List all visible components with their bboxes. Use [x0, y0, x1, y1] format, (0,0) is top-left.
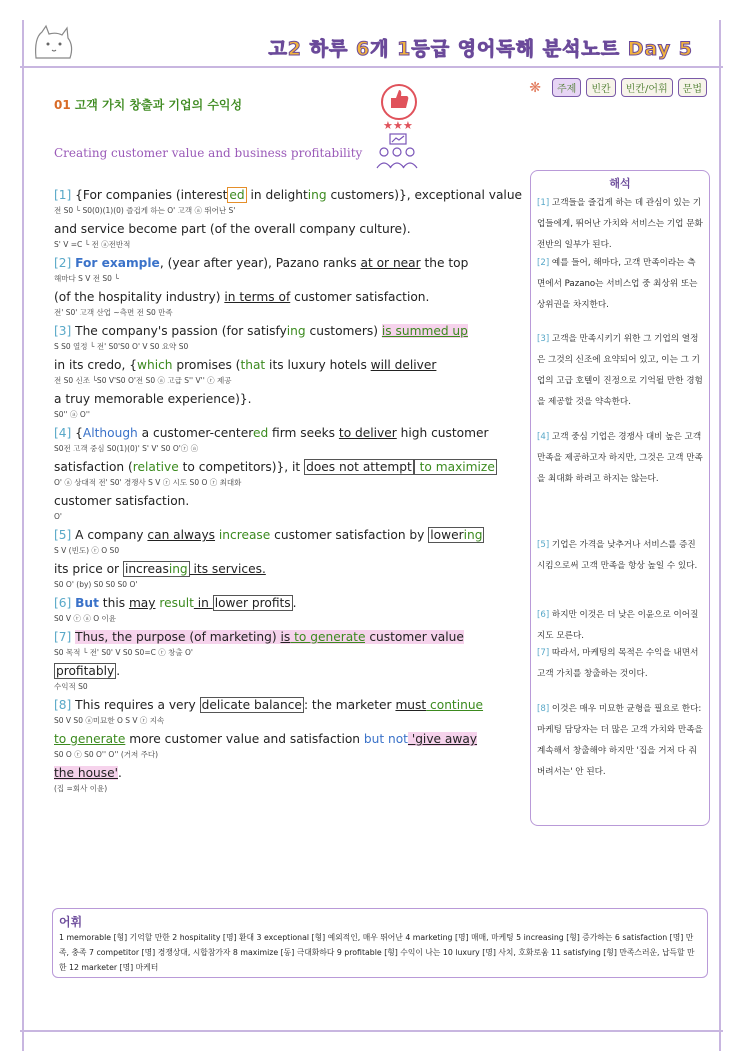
- cat-mascot-icon: [30, 24, 80, 64]
- sentence-3-line-1: [3] The company's passion (for satisfying customers) is summed up: [54, 324, 468, 338]
- thumbs-up-rating-icon: [374, 82, 424, 132]
- sentence-5-line-2: its price or increasing its services.: [54, 562, 266, 576]
- tag-bar: [529, 78, 707, 97]
- gloss: S V (빈도) ⓡ O S0: [54, 546, 120, 555]
- svg-text:★: ★: [393, 119, 403, 132]
- gloss: S0 O' (by) S0 S0 S0 O': [54, 580, 138, 589]
- sentence-5-line-1: [5] A company can always increase customer satisfaction by lowering: [54, 528, 483, 542]
- translation-item: [5] 기업은 가격을 낮추거나 서비스를 증진시킴으로써 고객 만족을 항상 높일 수 있다.: [537, 540, 698, 571]
- gloss: S0 V ⓡ ⓐ O 이윤: [54, 614, 116, 623]
- translation-item: [3] 고객을 만족시키기 위한 그 기업의 열정은 그것의 신조에 요약되어 있고, 이는 그 기업의 고급 호텔이 진정으로 기억될 만한 경험을 제공할 것을 약속한다.: [537, 334, 703, 407]
- sentence-1-line-1: [1] {For companies (interest ed in delighting customers)}, exceptional value: [54, 188, 523, 202]
- footer-rule: [20, 1030, 723, 1032]
- sentence-8-line-2: to generate more customer value and satisfaction but not 'give away: [54, 732, 478, 746]
- translation-item: [1] 고객들을 즐겁게 하는 데 관심이 있는 기업들에게, 뛰어난 가치와 서비스는 기업 문화 전반의 일부가 된다.: [537, 198, 703, 250]
- gloss: S0전 고객 중심 S0(1)(0)' S' V' S0 O'ⓡ ⓐ: [54, 444, 199, 453]
- gloss: S0 V S0 ⓐ미묘한 O S V ⓡ 지속: [54, 716, 165, 725]
- translation-item: [8] 이것은 매우 미묘한 균형을 필요로 한다: 마케팅 담당자는 더 많은 고객 가치와 만족을 계속해서 창출해야 하지만 '집을 거저 다 줘버려서는' 안 된다.: [537, 704, 703, 777]
- gloss: O': [54, 512, 62, 521]
- tag-topic: 주제: [552, 78, 581, 97]
- sentence-7-line-1: [7] Thus, the purpose (of marketing) is to generate customer value: [54, 630, 464, 644]
- tag-blank-vocab: 빈칸/어휘: [621, 78, 673, 97]
- page-title: 고2 하루 6개 1등급 영어독해 분석노트 Day 5: [268, 38, 693, 60]
- translation-heading: 해석: [609, 177, 631, 190]
- sentence-4-line-1: [4] {Although a customer-centered firm seeks to deliver high customer: [54, 426, 489, 440]
- gloss: O' ⓐ 상대적 전' S0' 경쟁사 S V ⓡ 시도 S0 O ⓡ 최대화: [54, 478, 242, 487]
- gloss: 수익적 S0: [54, 682, 88, 691]
- translation-panel: [530, 170, 710, 826]
- sentence-4-line-3: customer satisfaction.: [54, 494, 190, 508]
- sentence-1-line-2: and service become part (of the overall company culture).: [54, 222, 411, 236]
- sentence-3-line-2: in its credo, {which promises (that its luxury hotels will deliver: [54, 358, 437, 372]
- gloss: S' V =C └ 전 ⓐ전반적: [54, 240, 131, 249]
- translation-item: [2] 예를 들어, 해마다, 고객 만족이라는 측면에서 Pazano는 서비스업 중 최상위 또는 상위권을 차지한다.: [537, 258, 698, 310]
- section-subtitle: Creating customer value and business profitability: [54, 146, 363, 160]
- sentence-3-line-3: a truy memorable experience)}.: [54, 392, 252, 406]
- sentence-2-line-2: (of the hospitality industry) in terms of customer satisfaction.: [54, 290, 430, 304]
- vocabulary-list: 1 memorable [형] 기억할 만한 2 hospitality [명] 환대 3 exceptional [형] 예외적인, 매우 뛰어난 4 marketing [명] 매매, 마케팅 5 increasing [형] 증가하는 6 satisfaction [명] 만족, 충족 7 competitor [명] 경쟁상대, 시합참가자 8 maximize [동] 극대화하다 9 profitable [형] 수익이 나는 10 luxury [명] 사치, 호화로움 11 satisfying [형] 만족스러운, 납득할 만한 12 marketer [명] 마케터: [59, 933, 695, 972]
- translation-item: [6] 하지만 이것은 더 낮은 이윤으로 이어질지도 모른다.: [537, 610, 699, 641]
- gloss: S0 목적 └ 전' S0' V S0 S0=C ⓡ 창출 O': [54, 648, 193, 657]
- tag-blank: 빈칸: [586, 78, 615, 97]
- paw-icon: ❋: [529, 79, 541, 96]
- gloss: 전 S0 └ S0(0)(1)(0) 즐겁게 하는 O' 고객 ⓐ 뛰어난 S': [54, 206, 236, 215]
- vocabulary-heading: 어휘: [59, 915, 83, 929]
- passage: [54, 186, 523, 798]
- gloss: 해마다 S V 전 S0 └: [54, 274, 119, 283]
- tag-grammar: 문법: [678, 78, 707, 97]
- left-rule: [22, 20, 24, 1051]
- svg-text:★: ★: [403, 119, 413, 132]
- translation-item: [4] 고객 중심 기업은 경쟁사 대비 높은 고객 만족을 제공하고자 하지만, 그것은 고객 만족을 최대화 하려고 하지는 않는다.: [537, 432, 703, 484]
- sentence-4-line-2: satisfaction (relative to competitors)}, it does not attempt to maximize: [54, 460, 495, 474]
- sentence-8-line-3: the house'.: [54, 766, 122, 780]
- gloss: S S0 열정 └ 전' S0'S0 O' V S0 요약 S0: [54, 342, 189, 351]
- vocabulary-box: [52, 908, 708, 978]
- gloss: 전' S0' 고객 산업 ~측면 전 S0 만족: [54, 308, 173, 317]
- gloss: S0 O ⓡ S0 O'' O'' (거저 주다): [54, 750, 159, 759]
- translation-item: [7] 따라서, 마케팅의 목적은 수익을 내면서 고객 가치를 창출하는 것이다.: [537, 648, 699, 679]
- gloss: 전 S0 신조 └S0 V'S0 O'전 S0 ⓐ 고급 S'' V'' ⓡ 제공: [54, 376, 232, 385]
- gloss: (집 =회사 이윤): [54, 784, 108, 793]
- sentence-7-line-2: profitably .: [56, 664, 121, 678]
- sentence-2-line-1: [2] For example, (year after year), Pazano ranks at or near the top: [54, 256, 469, 270]
- gloss: S0'' ⓐ O'': [54, 410, 90, 419]
- header-rule: [20, 66, 723, 68]
- section-title: 01 고객 가치 창출과 기업의 수익성: [54, 98, 243, 112]
- sentence-8-line-1: [8] This requires a very delicate balance : the marketer must continue: [54, 698, 484, 712]
- sentence-6-line-1: [6] But this may result in lower profits .: [54, 596, 297, 610]
- team-growth-icon: [374, 132, 420, 172]
- right-rule: [719, 20, 721, 1051]
- svg-text:★: ★: [383, 119, 393, 132]
